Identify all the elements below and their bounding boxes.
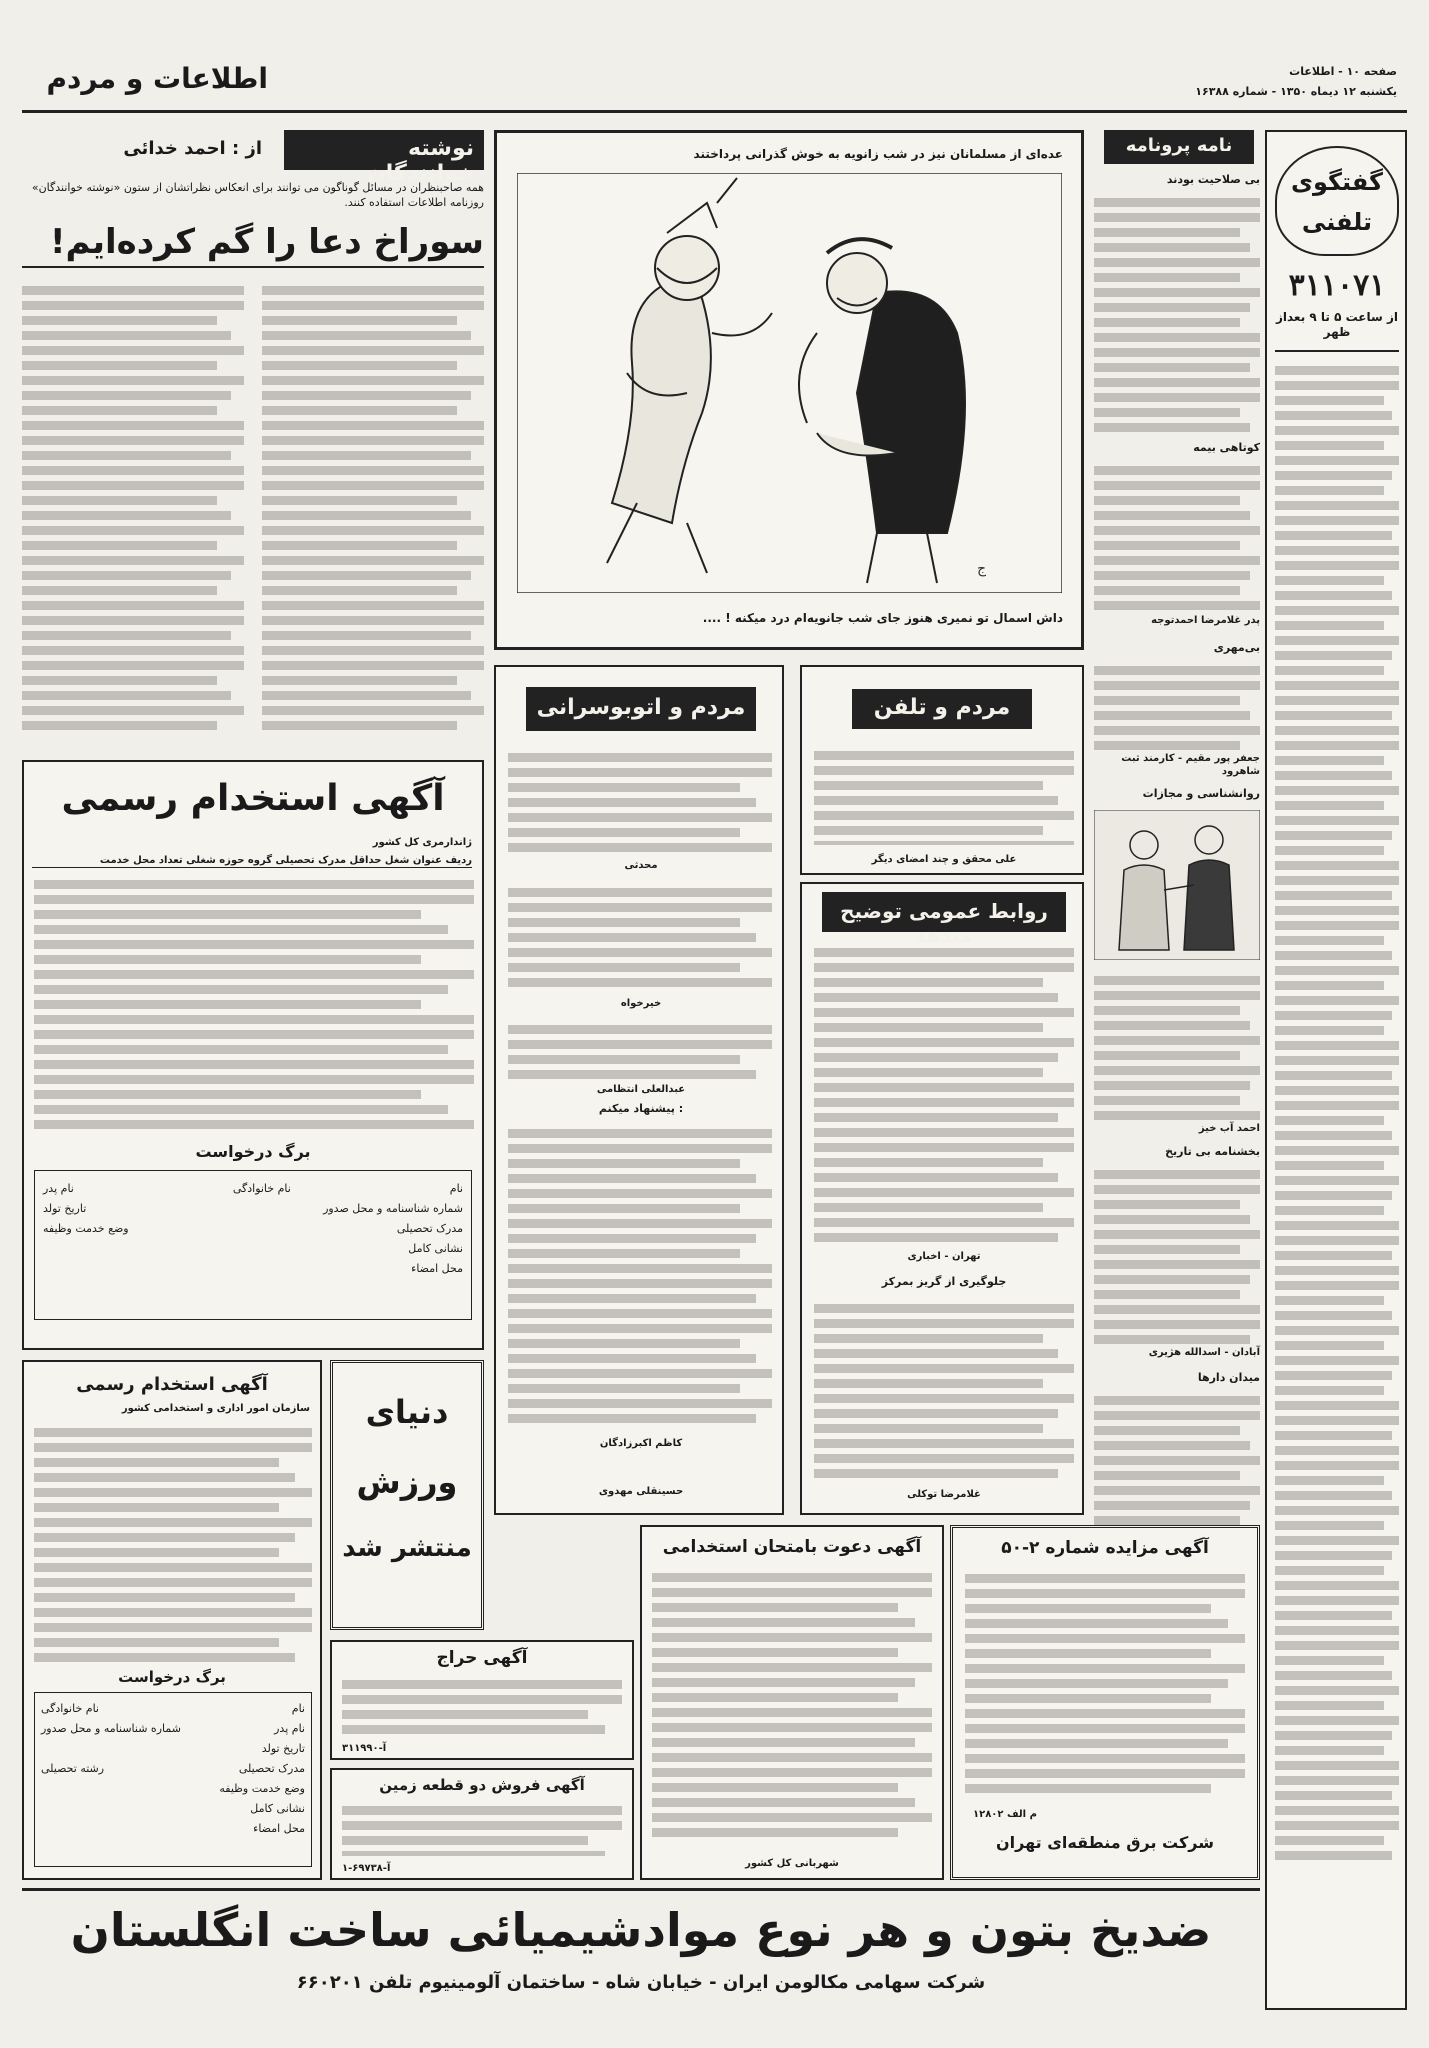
readers-body-col-2: [262, 280, 484, 740]
cartoon-caption-bottom: داش اسمال تو نمیری هنوز جای شب جانویه‌ام درد میکنه ! ....: [702, 611, 1063, 625]
employment-ad-title: آگهی استخدام رسمی: [61, 778, 445, 819]
letters-signature-3: احمد آب خیز: [1198, 1123, 1260, 1134]
page-info: صفحه ۱۰ - اطلاعات: [1289, 65, 1397, 78]
letters-signature-2: جعفر پور مقیم - کارمند ثبت شاهرود: [1121, 753, 1260, 777]
cartoon-caption-top: عده‌ای از مسلمانان نیز در شب زانویه به خوش گذرانی پرداختند: [693, 147, 1063, 161]
footer-headline: ضدیخ بتون و هر نوع موادشیمیائی ساخت انگلستان: [70, 1903, 1212, 1957]
letters-item3-body: [1094, 660, 1260, 750]
sports-line-3: منتشر شد: [342, 1533, 472, 1563]
phone-talk-number: ۳۱۱۰۷۱: [1288, 268, 1386, 303]
form-field-education: مدرک تحصیلی: [396, 1222, 463, 1235]
sports-line-1: دنیای: [365, 1393, 449, 1431]
letters-column: [1094, 130, 1260, 1600]
phone-section-body: [814, 745, 1074, 845]
land-ad-ref: آ-۶۹۷۳۸-۱: [342, 1863, 391, 1874]
form2-field-id: شماره شناسنامه و محل صدور: [41, 1722, 181, 1735]
form-field-signature: محل امضاء: [411, 1262, 463, 1275]
letters-item2-body: [1094, 460, 1260, 610]
letters-item5-body: [1094, 1164, 1260, 1344]
readers-intro: همه صاحبنظران در مسائل گوناگون می توانند برای انعکاس نظراتشان از ستون «نوشته خوانندگان» روزنامه اطلاعات استفاده کنند.: [31, 181, 484, 209]
form-field-duty: وضع خدمت وظیفه: [43, 1222, 129, 1235]
form2-field-birth: تاریخ تولد: [261, 1742, 305, 1755]
phone-section-sig: علی محقق و چند امضای دیگر: [871, 854, 1017, 865]
form2-field-father: نام پدر: [274, 1722, 305, 1735]
phone-section: [800, 665, 1084, 875]
letters-item1-title: بی صلاحیت بودند: [1166, 173, 1260, 186]
phone-talk-box: [1265, 130, 1407, 2010]
phone-section-title: مردم و تلفن: [852, 689, 1032, 729]
exam-ad: [640, 1525, 944, 1880]
bus-section-body-4: [508, 1123, 772, 1423]
auction-ad-ref: ۳۱۱۹۹۰-آ: [342, 1743, 387, 1754]
phone-talk-title: گفتگوی تلفنی: [1275, 146, 1399, 256]
employment-ad-2-form: [34, 1692, 312, 1867]
readers-headline: سوراخ دعا را گم کرده‌ایم!: [22, 218, 484, 268]
bus-section-body-3: [508, 1019, 772, 1079]
phone-talk-hours: از ساعت ۵ تا ۹ بعداز ظهر: [1275, 310, 1399, 339]
bus-sig-4: کاظم اکبرزادگان: [599, 1438, 683, 1449]
letters-item2-title: کوتاهی بیمه: [1193, 441, 1260, 454]
exam-ad-title: آگهی دعوت بامتحان استخدامی: [662, 1537, 922, 1557]
employment-ad-form: [34, 1170, 472, 1320]
form2-field-address: نشانی کامل: [250, 1802, 305, 1815]
bus-section-body-2: [508, 882, 772, 992]
tender-ad-company: شرکت برق منطقه‌ای تهران: [996, 1833, 1214, 1852]
cartoon-frame: [494, 130, 1084, 650]
tender-ad-title: آگهی مزایده شماره ۲-۵۰: [1001, 1538, 1209, 1558]
employment-ad-2-body: [34, 1422, 312, 1662]
employment-ad-agency: ژاندارمری کل کشور: [372, 837, 472, 848]
bus-section-body-1: [508, 747, 772, 857]
tender-ad: [950, 1525, 1260, 1880]
form-field-name: نام: [449, 1182, 463, 1195]
phone-talk-divider: [1275, 350, 1399, 352]
letters-title: نامه پرونامه: [1104, 130, 1254, 164]
form-field-family: نام خانوادگی: [232, 1182, 291, 1195]
pr-sig: غلامرضا توکلی: [907, 1489, 981, 1500]
letters-illustration: [1094, 810, 1260, 960]
letters-item1-body: [1094, 192, 1260, 432]
tender-ad-ref: م الف ۱۲۸۰۲: [973, 1809, 1037, 1820]
readers-body-col-1: [22, 280, 244, 740]
footer-subline: شرکت سهامی مکالومن ایران - خیابان شاه - ساختمان آلومینیوم تلفن ۶۶۰۲۰۱: [296, 1972, 986, 1993]
bus-proposal: پیشنهاد میکنم :: [598, 1102, 684, 1115]
employment-ad-form-title: برگ درخواست: [195, 1142, 311, 1161]
exam-ad-sig: شهربانی کل کشور: [745, 1858, 839, 1869]
pr-section-title: روابط عمومی توضیح میدهد: [822, 892, 1066, 932]
bus-sig-2: خیرخواه: [620, 998, 662, 1009]
bus-section: [494, 665, 784, 1515]
form2-field-family: نام خانوادگی: [41, 1702, 99, 1715]
letters-item6-title: میدان دارها: [1197, 1371, 1260, 1384]
form2-field-education: مدرک تحصیلی: [238, 1762, 305, 1775]
letters-item4-body: [1094, 970, 1260, 1120]
pr-section-body-2: [814, 1298, 1074, 1478]
employment-ad-2: [22, 1360, 322, 1880]
date-info: یکشنبه ۱۲ دیماه ۱۳۵۰ - شماره ۱۶۳۸۸: [1195, 85, 1397, 98]
form2-field-signature: محل امضاء: [253, 1822, 305, 1835]
sports-line-2: ورزش: [356, 1463, 458, 1501]
exam-ad-body: [652, 1567, 932, 1847]
bus-sig-5: حسینقلی مهدوی: [598, 1486, 684, 1497]
phone-talk-body: [1275, 360, 1399, 2000]
form2-field-field: رشته تحصیلی: [41, 1762, 105, 1775]
letters-signature-4: آبادان - اسدالله هژیری: [1148, 1347, 1260, 1358]
form-field-address: نشانی کامل: [408, 1242, 463, 1255]
bus-sig-1: محدثی: [624, 860, 658, 871]
bus-section-title: مردم و اتوبوسرانی: [526, 687, 756, 731]
sports-ad: [330, 1360, 484, 1630]
form-field-birth: تاریخ تولد: [43, 1202, 87, 1215]
form-field-father: نام پدر: [43, 1182, 74, 1195]
employment-ad-table-header: ردیف عنوان شغل حداقل مدرک تحصیلی گروه حوزه شغلی تعداد محل خدمت: [32, 854, 472, 868]
readers-author: از : احمد خدائی: [123, 138, 262, 159]
letters-item5-title: بخشنامه بی تاریخ: [1165, 1145, 1260, 1158]
employment-ad-2-agency: سازمان امور اداری و استخدامی کشور: [121, 1403, 310, 1414]
employment-ad-table: [34, 874, 474, 1134]
form2-field-duty: وضع خدمت وظیفه: [219, 1782, 305, 1795]
form-field-id: شماره شناسنامه و محل صدور: [323, 1202, 463, 1215]
cartoon-illustration: [517, 173, 1062, 593]
form2-field-name: نام: [291, 1702, 305, 1715]
footer-rule: [22, 1888, 1260, 1891]
letters-item3-title: بی‌مهری: [1213, 641, 1260, 654]
pr-section-body-1: [814, 942, 1074, 1242]
employment-ad-2-title: آگهی استخدام رسمی: [76, 1374, 268, 1395]
employment-ad: [22, 760, 484, 1350]
svg-text:ج: ج: [977, 561, 987, 577]
land-ad-title: آگهی فروش دو قطعه زمین: [379, 1776, 585, 1794]
land-ad: [330, 1768, 634, 1880]
auction-ad: [330, 1640, 634, 1760]
pr-sub-1: تهران - اخباری: [907, 1251, 981, 1262]
letters-signature-1: پدر غلامرضا احمدتوجه: [1151, 615, 1260, 626]
pr-sub-2: جلوگیری از گریز بمرکز: [881, 1275, 1007, 1288]
readers-column: [22, 130, 484, 750]
header-rule: [22, 110, 1407, 113]
letters-item4-title: روانشناسی و مجازات: [1142, 787, 1260, 800]
tender-ad-body: [965, 1568, 1245, 1798]
masthead: اطلاعات و مردم: [46, 62, 268, 95]
land-ad-body: [342, 1800, 622, 1856]
auction-ad-title: آگهی حراج: [436, 1648, 528, 1668]
auction-ad-body: [342, 1674, 622, 1738]
readers-title: نوشته خوانندگان: [284, 130, 484, 170]
pr-section: [800, 882, 1084, 1515]
employment-ad-2-form-title: برگ درخواست: [118, 1668, 226, 1686]
bus-sig-3: عبدالعلی انتظامی: [596, 1084, 686, 1095]
